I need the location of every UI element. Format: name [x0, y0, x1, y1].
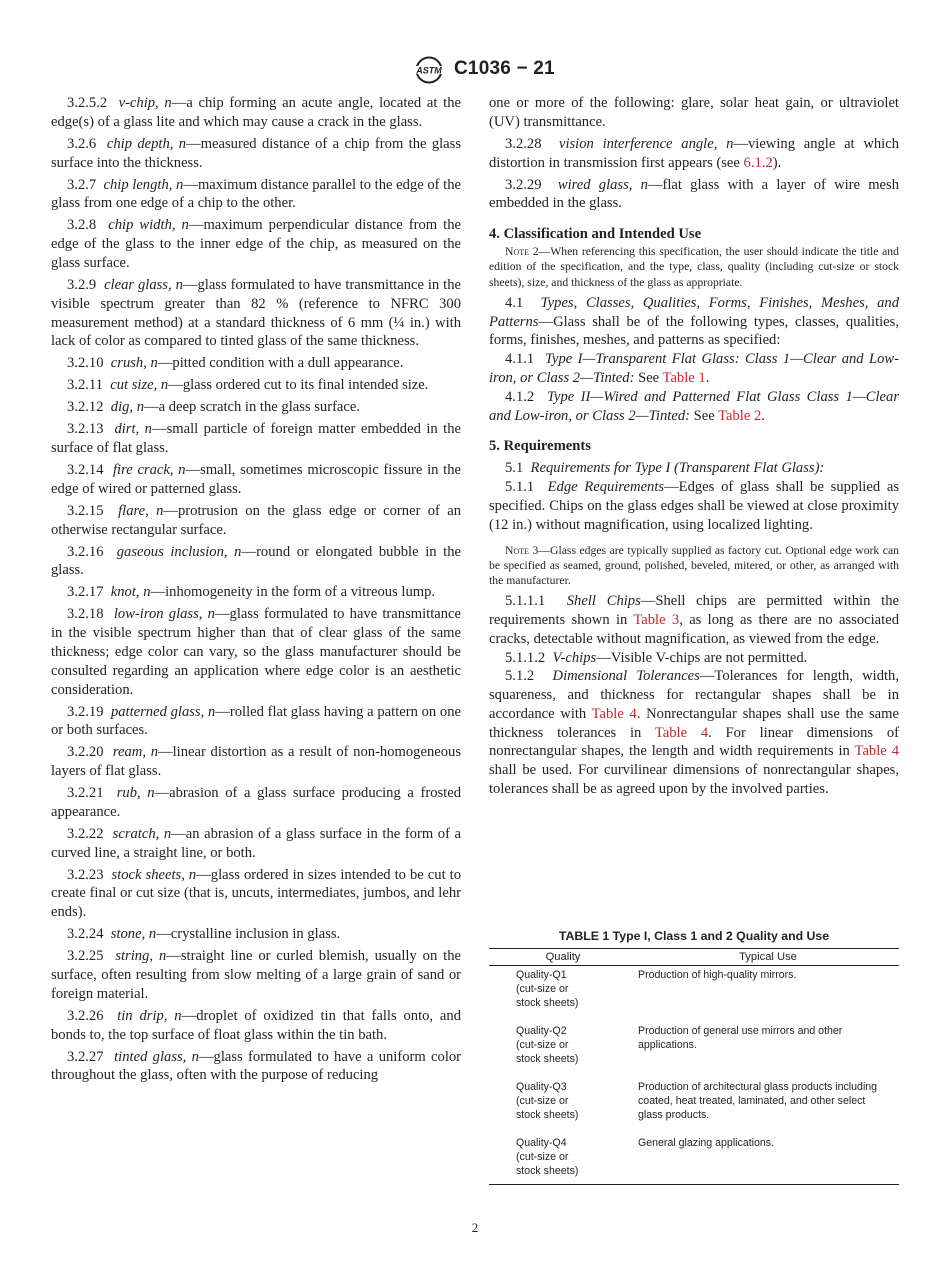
typical-use-cell: Production of high-quality mirrors.: [638, 968, 797, 981]
table-row: [489, 966, 899, 1010]
quality-cell: Quality-Q2 (cut-size or stock sheets): [516, 1024, 579, 1066]
definition-3-2-20: 3.2.20 ream, n—linear distortion as a result of non-homogeneous layers of flat glass.: [51, 744, 462, 780]
definition-3-2-6: 3.2.6 chip depth, n—measured distance of a chip from the glass surface into the thickness.: [51, 135, 462, 171]
table-row: [489, 1078, 899, 1122]
term: cut size, n: [110, 377, 169, 394]
term: chip depth, n: [106, 135, 187, 152]
definition-3-2-7: 3.2.7 chip length, n—maximum distance parallel to the edge of the glass from one edge of a chip to the other.: [51, 176, 461, 212]
table-4-link[interactable]: Table 4: [854, 743, 899, 760]
term: scratch, n: [112, 825, 172, 842]
definition-3-2-5-2: 3.2.5.2 v-chip, n—a chip forming an acute angle, located at the edge(s) of a glass lite and which may cause a crack in the glass.: [51, 95, 462, 130]
term: chip length, n: [103, 176, 184, 193]
term: wired glass, n: [557, 176, 648, 193]
logo-text: ASTM: [416, 65, 442, 76]
left-column: [51, 94, 461, 1088]
note-2: Note 2—When referencing this specification, the user should indicate the title and edition of the specification, and the type, class, quality (including cut-size or stock sheets), size, and thickness of the glass as appropriate.: [489, 245, 899, 289]
term: stock sheets, n: [111, 866, 197, 883]
paragraph-5-1-1-1: 5.1.1.1 Shell Chips—Shell chips are permitted within the requirements shown in Table 3, as long as there are no associated cracks, detectable without magnification, as viewed from the edge.: [489, 593, 900, 647]
paragraph-5-1-1-2: 5.1.1.2 V-chips—Visible V-chips are not permitted.: [505, 649, 808, 666]
term: crush, n: [110, 355, 158, 372]
definition-3-2-18: 3.2.18 low-iron glass, n—glass formulated to have transmittance in the visible spectrum higher than that of clear glass of the same thickness; edge color can vary, so the glass manufacturer should be consulted regarding an application where edge color is an aesthetic consideration.: [51, 606, 461, 698]
definition-3-2-8: 3.2.8 chip width, n—maximum perpendicular distance from the edge of the glass to the inner edge of the chip, as measured on the glass surface.: [51, 217, 462, 271]
right-column: [489, 94, 899, 802]
term: vision interference angle, n: [558, 135, 734, 152]
term: dirt, n: [114, 421, 152, 438]
term: string, n: [115, 948, 167, 965]
page-header: [0, 56, 950, 86]
table-header: [489, 949, 899, 966]
paragraph-4-1: 4.1 Types, Classes, Qualities, Forms, Finishes, Meshes, and Patterns—Glass shall be of the following types, classes, qualities, forms, finishes, meshes, and patterns as specified:: [489, 294, 899, 349]
standard-designation: C1036 − 21: [454, 58, 555, 79]
page-number: 2: [471, 1220, 479, 1235]
paragraph-5-1: 5.1 Requirements for Type I (Transparent Flat Glass):: [505, 460, 825, 477]
definition-3-2-11: 3.2.11 cut size, n—glass ordered cut to its final intended size.: [67, 377, 429, 394]
definition-3-2-29: 3.2.29 wired glass, n—flat glass with a layer of wire mesh embedded in the glass.: [489, 176, 899, 212]
paragraph-5-1-1: 5.1.1 Edge Requirements—Edges of glass shall be supplied as specified. Chips on the glass edges shall be viewed at close proximity (12 in.) without magnification, using localized lighting.: [489, 478, 899, 533]
column-header-quality: Quality: [545, 951, 581, 963]
table-title: TABLE 1 Type I, Class 1 and 2 Quality and Use: [558, 929, 830, 943]
definition-3-2-16: 3.2.16 gaseous inclusion, n—round or elongated bubble in the glass.: [51, 543, 462, 579]
term: knot, n: [110, 584, 151, 601]
definition-3-2-13: 3.2.13 dirt, n—small particle of foreign matter embedded in the surface of flat glass.: [51, 421, 462, 457]
table-1: [489, 929, 899, 1185]
table-body: [489, 966, 899, 1178]
column-header-typical-use: Typical Use: [739, 951, 797, 963]
note-3: Note 3—Glass edges are typically supplied as factory cut. Optional edge work can be specified as seamed, ground, polished, beveled, mitered, or other, as arranged with the manufacturer.: [489, 543, 899, 587]
definition-3-2-17: 3.2.17 knot, n—inhomogeneity in the form of a vitreous lump.: [67, 584, 436, 601]
definition-3-2-24: 3.2.24 stone, n—crystalline inclusion in glass.: [67, 926, 341, 943]
term: flare, n: [118, 502, 164, 519]
typical-use-cell: Production of general use mirrors and other applications.: [638, 1024, 843, 1051]
section-5-heading: 5. Requirements: [489, 438, 591, 455]
table-2-link[interactable]: Table 2: [718, 407, 762, 424]
typical-use-cell: Production of architectural glass products including coated, heat treated, laminated, and other select glass products.: [638, 1080, 878, 1122]
term: stone, n: [110, 926, 157, 943]
definition-3-2-25: 3.2.25 string, n—straight line or curled blemish, usually on the surface, often resulting from slow melting of a large grain of sand or foreign material.: [51, 948, 462, 1002]
definition-3-2-19: 3.2.19 patterned glass, n—rolled flat glass having a pattern on one or both surfaces.: [51, 703, 462, 739]
term: dig, n: [110, 399, 145, 416]
term: tinted glass, n: [114, 1048, 199, 1065]
definition-3-2-15: 3.2.15 flare, n—protrusion on the glass edge or corner of an otherwise rectangular surface.: [51, 502, 461, 538]
term: chip width, n: [108, 217, 189, 234]
table-4-link[interactable]: Table 4: [654, 724, 709, 741]
section-ref-link[interactable]: 6.1.2: [743, 154, 773, 171]
term: fire crack, n: [112, 462, 186, 479]
table-row: [489, 1134, 899, 1178]
term: gaseous inclusion, n: [116, 543, 242, 560]
quality-cell: Quality-Q3 (cut-size or stock sheets): [516, 1080, 579, 1122]
definition-3-2-23: 3.2.23 stock sheets, n—glass ordered in sizes intended to be cut to create final or cut size (that is, uncuts, intermediates, jumbos, and lehr ends).: [51, 866, 461, 921]
table-row: [489, 1022, 899, 1066]
definition-3-2-12: 3.2.12 dig, n—a deep scratch in the glass surface.: [67, 399, 361, 416]
term: low-iron glass, n: [113, 606, 215, 623]
term: clear glass, n: [104, 276, 183, 293]
term: tin drip, n: [117, 1007, 182, 1024]
definition-3-2-22: 3.2.22 scratch, n—an abrasion of a glass surface in the form of a curved line, a straight line, or both.: [51, 825, 461, 861]
continued-definition: one or more of the following: glare, solar heat gain, or ultraviolet (UV) transmittance.: [489, 95, 899, 130]
paragraph-4-1-1: 4.1.1 Type I—Transparent Flat Glass: Class 1—Clear and Low-iron, or Class 2—Tinted: See Table 1.: [489, 351, 899, 386]
section-4-heading: 4. Classification and Intended Use: [489, 226, 702, 243]
definition-3-2-26: 3.2.26 tin drip, n—droplet of oxidized tin that falls onto, and bonds to, the top surface of float glass within the tin bath.: [51, 1007, 461, 1043]
term: v-chip, n: [118, 95, 172, 111]
table-3-link[interactable]: Table 3: [633, 611, 680, 628]
definition-3-2-10: 3.2.10 crush, n—pitted condition with a dull appearance.: [67, 355, 404, 372]
definition-3-2-28: 3.2.28 vision interference angle, n—viewing angle at which distortion in transmission first appears (see 6.1.2).: [489, 135, 900, 171]
definition-3-2-21: 3.2.21 rub, n—abrasion of a glass surface producing a frosted appearance.: [51, 785, 462, 820]
definition-3-2-27: 3.2.27 tinted glass, n—glass formulated to have a uniform color throughout the glass, often with the purpose of reducing: [51, 1048, 462, 1084]
table-4-link[interactable]: Table 4: [591, 705, 637, 722]
astm-logo-icon: [409, 56, 449, 84]
paragraph-4-1-2: 4.1.2 Type II—Wired and Patterned Flat Glass Class 1—Clear and Low-iron, or Class 2—Tinted: See Table 2.: [489, 388, 900, 424]
quality-cell: Quality-Q1 (cut-size or stock sheets): [516, 968, 579, 1009]
term: rub, n: [116, 785, 155, 802]
paragraph-5-1-2: 5.1.2 Dimensional Tolerances—Tolerances for length, width, squareness, and thickness for rectangular shapes shall be in accordance with Table 4. Nonrectangular shapes shall use the same thickness tolerances in Table 4. For linear dimensions of nonrectangular shapes, the length and width requirements in Table 4 shall be used. For curvilinear dimensions of nonrectangular shapes, tolerances shall be as agreed upon by the involved parties.: [489, 668, 899, 798]
term: patterned glass, n: [110, 703, 216, 720]
definition-3-2-14: 3.2.14 fire crack, n—small, sometimes microscopic fissure in the edge of wired or patterned glass.: [51, 462, 462, 497]
table-1-link[interactable]: Table 1: [662, 369, 706, 386]
typical-use-cell: General glazing applications.: [638, 1136, 775, 1149]
term: ream, n: [112, 744, 158, 761]
quality-cell: Quality-Q4 (cut-size or stock sheets): [516, 1136, 579, 1178]
definition-3-2-9: 3.2.9 clear glass, n—glass formulated to have transmittance in the visible spectrum greater than 82 % (reference to NFRC 300 measurement method) at a standard thickness of 6 mm (¼ in.) with lack of color as compared to tinted glass of the same thickness.: [51, 276, 461, 350]
